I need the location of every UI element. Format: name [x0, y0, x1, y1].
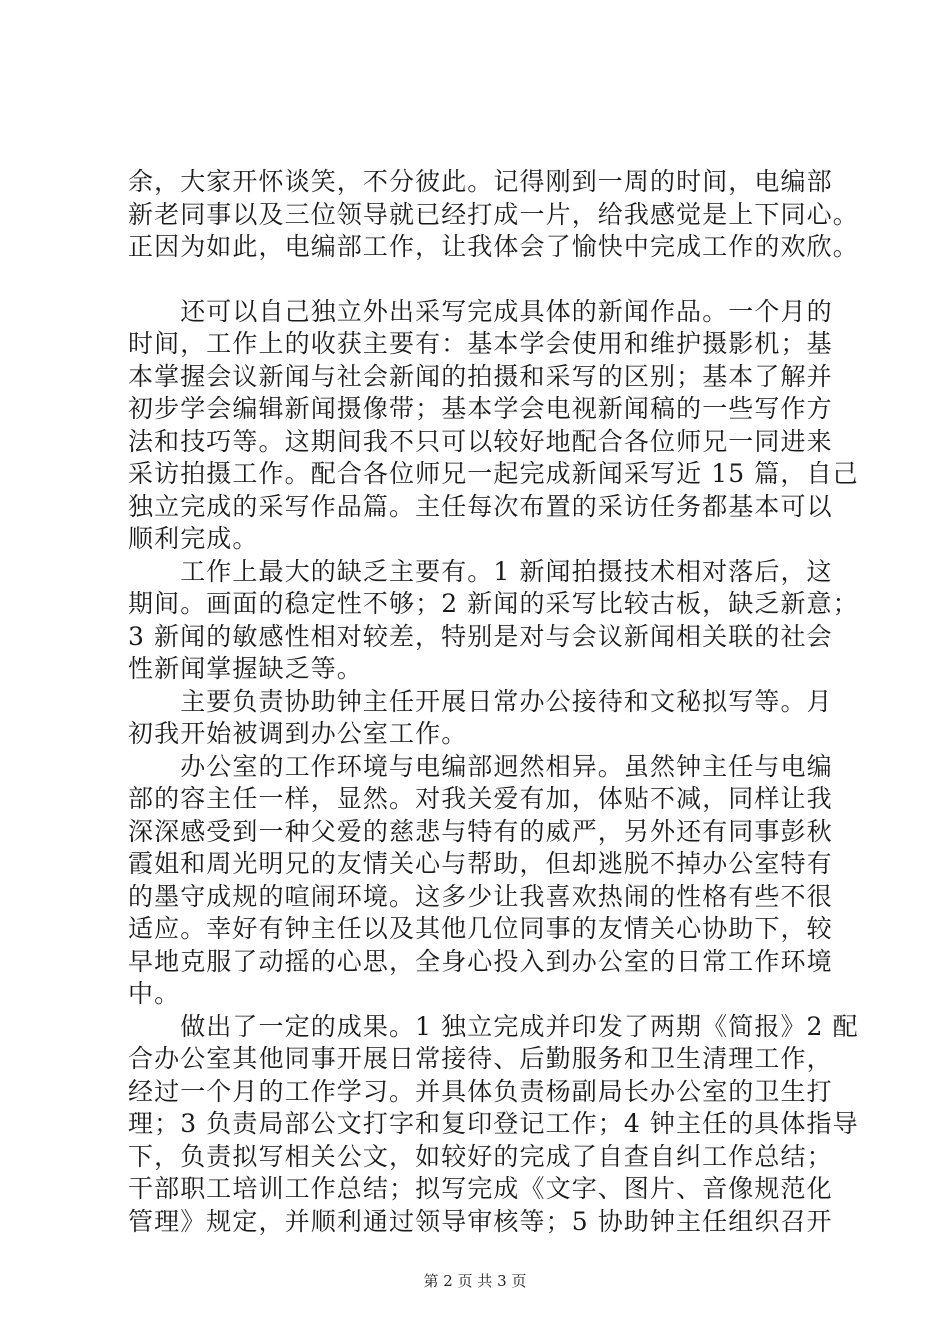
- text-line: 还可以自己独立外出采写完成具体的新闻作品。一个月的: [128, 296, 833, 326]
- text-line: 正因为如此，电编部工作，让我体会了愉快中完成工作的欢欣。: [128, 232, 859, 261]
- text-line: 工作上最大的缺乏主要有。1 新闻拍摄技术相对落后，这: [128, 556, 833, 586]
- paragraph-gap: [128, 264, 840, 296]
- text-line: 经过一个月的工作学习。并具体负责杨副局长办公室的卫生打: [128, 1076, 833, 1106]
- text-line: 合办公室其他同事开展日常接待、后勤服务和卫生清理工作，: [128, 1044, 833, 1073]
- text-line: 理；3 负责局部公文打字和复印登记工作；4 钟主任的具体指导: [128, 1109, 859, 1138]
- text-line: 适应。幸好有钟主任以及其他几位同事的友情关心协助下，较: [128, 914, 833, 943]
- text-line: 3 新闻的敏感性相对较差，特别是对与会议新闻相关联的社会: [128, 621, 833, 651]
- page-footer: 第 2 页 共 3 页: [423, 1272, 527, 1290]
- text-line: 余，大家开怀谈笑，不分彼此。记得刚到一周的时间，电编部: [128, 167, 833, 196]
- text-line: 初我开始被调到办公室工作。: [128, 719, 468, 748]
- text-line: 顺利完成。: [128, 524, 259, 553]
- text-line: 深深感受到一种父爱的慈悲与特有的威严，另外还有同事彭秋: [128, 816, 833, 846]
- paragraph-block-2: [128, 296, 859, 1239]
- text-line: 干部职工培训工作总结；拟写完成《文字、图片、音像规范化: [128, 1174, 833, 1203]
- text-line: 新老同事以及三位领导就已经打成一片，给我感觉是上下同心。: [128, 199, 859, 229]
- text-line: 性新闻掌握缺乏等。: [128, 654, 363, 683]
- paragraph-block-1: [128, 166, 859, 264]
- text-line: 部的容主任一样，显然。对我关爱有加，体贴不减，同样让我: [128, 784, 833, 813]
- text-line: 中。: [128, 979, 181, 1008]
- text-line: 早地克服了动摇的心思，全身心投入到办公室的日常工作环境: [128, 946, 833, 976]
- text-line: 法和技巧等。这期间我不只可以较好地配合各位师兄一同进来: [128, 426, 833, 456]
- text-line: 采访拍摄工作。配合各位师兄一起完成新闻采写近 15 篇，自己: [128, 459, 859, 488]
- text-line: 办公室的工作环境与电编部迥然相异。虽然钟主任与电编: [128, 751, 833, 781]
- text-line: 下，负责拟写相关公文，如较好的完成了自查自纠工作总结；: [128, 1141, 833, 1171]
- text-line: 本掌握会议新闻与社会新闻的拍摄和采写的区别；基本了解并: [128, 361, 833, 391]
- text-line: 时间，工作上的收获主要有：基本学会使用和维护摄影机；基: [128, 329, 833, 358]
- document-body: [128, 166, 859, 1238]
- text-line: 期间。画面的稳定性不够；2 新闻的采写比较古板，缺乏新意；: [128, 589, 859, 618]
- text-line: 霞姐和周光明兄的友情关心与帮助，但却逃脱不掉办公室特有: [128, 849, 833, 878]
- text-line: 主要负责协助钟主任开展日常办公接待和文秘拟写等。月: [128, 686, 833, 716]
- text-line: 做出了一定的成果。1 独立完成并印发了两期《简报》2 配: [128, 1011, 859, 1041]
- text-line: 初步学会编辑新闻摄像带；基本学会电视新闻稿的一些写作方: [128, 394, 833, 423]
- text-line: 独立完成的采写作品篇。主任每次布置的采访任务都基本可以: [128, 491, 833, 521]
- text-line: 管理》规定，并顺利通过领导审核等；5 协助钟主任组织召开: [128, 1206, 833, 1236]
- text-line: 的墨守成规的喧闹环境。这多少让我喜欢热闹的性格有些不很: [128, 881, 833, 911]
